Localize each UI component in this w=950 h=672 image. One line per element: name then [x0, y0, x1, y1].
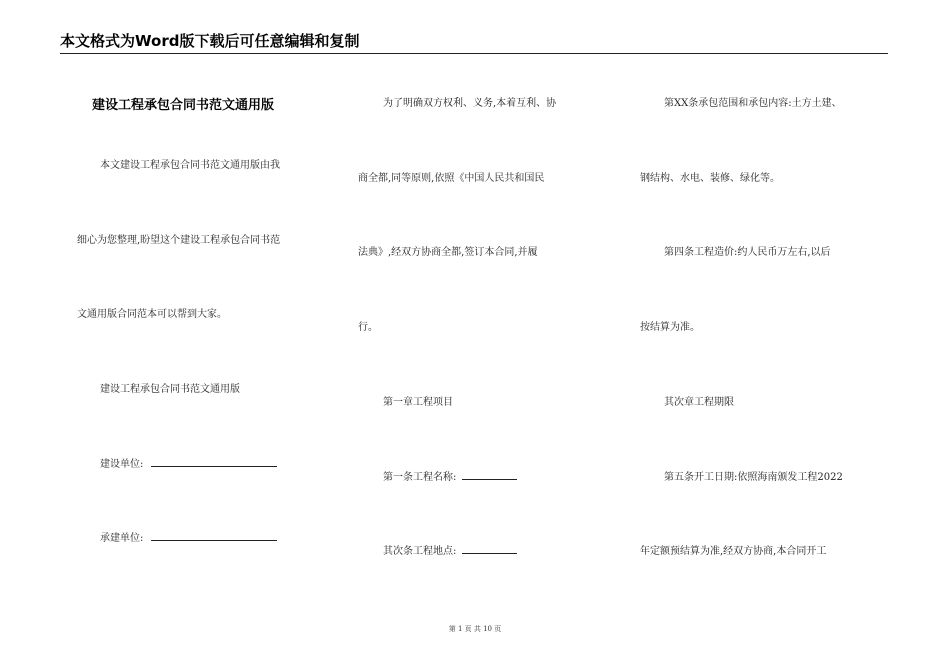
- paragraph-line: 第四条工程造价:约人民币万左右,以后: [664, 247, 831, 258]
- paragraph-line: 钢结构、水电、装修、绿化等。: [640, 173, 780, 184]
- paragraph-line: 第五条开工日期:依照海南颁发工程2022: [664, 472, 843, 483]
- field-label: 承建单位:: [100, 533, 144, 544]
- construction-unit-field: [100, 455, 277, 470]
- paragraph-line: 行。: [358, 322, 378, 333]
- blank-line: [462, 469, 517, 480]
- blank-line: [462, 543, 517, 554]
- contractor-unit-field: [100, 529, 277, 544]
- paragraph-line: 为了明确双方权利、义务,本着互利、协: [383, 98, 557, 109]
- paragraph-line: 第XX条承包范围和承包内容:土方土建、: [664, 98, 842, 109]
- document-title: 建设工程承包合同书范文通用版: [92, 98, 275, 113]
- field-label: 第一条工程名称:: [383, 472, 457, 483]
- blank-line: [151, 530, 277, 541]
- paragraph-line: 法典》,经双方协商全都,签订本合同,并履: [358, 247, 538, 258]
- chapter-heading: 第一章工程项目: [383, 397, 453, 408]
- field-label: 其次条工程地点:: [383, 546, 457, 557]
- paragraph-line: 建设工程承包合同书范文通用版: [100, 384, 240, 395]
- document-header-title: 本文格式为Word版下载后可任意编辑和复制: [60, 32, 360, 50]
- blank-line: [151, 456, 277, 467]
- paragraph-line: 按结算为准。: [640, 322, 700, 333]
- page-number-footer: 第 1 页 共 10 页: [448, 625, 502, 633]
- project-location-field: [383, 542, 517, 557]
- paragraph-line: 细心为您整理,盼望这个建设工程承包合同书范: [77, 235, 281, 246]
- field-label: 建设单位:: [100, 459, 144, 470]
- paragraph-line: 文通用版合同范本可以帮到大家。: [77, 309, 227, 320]
- paragraph-line: 商全都,同等原则,依照《中国人民共和国民: [358, 173, 545, 184]
- paragraph-line: 本文建设工程承包合同书范文通用版由我: [100, 160, 280, 171]
- header-divider: [60, 53, 888, 54]
- chapter-heading: 其次章工程期限: [664, 397, 734, 408]
- paragraph-line: 年定额预结算为准,经双方协商,本合同开工: [640, 546, 827, 557]
- project-name-field: [383, 468, 517, 483]
